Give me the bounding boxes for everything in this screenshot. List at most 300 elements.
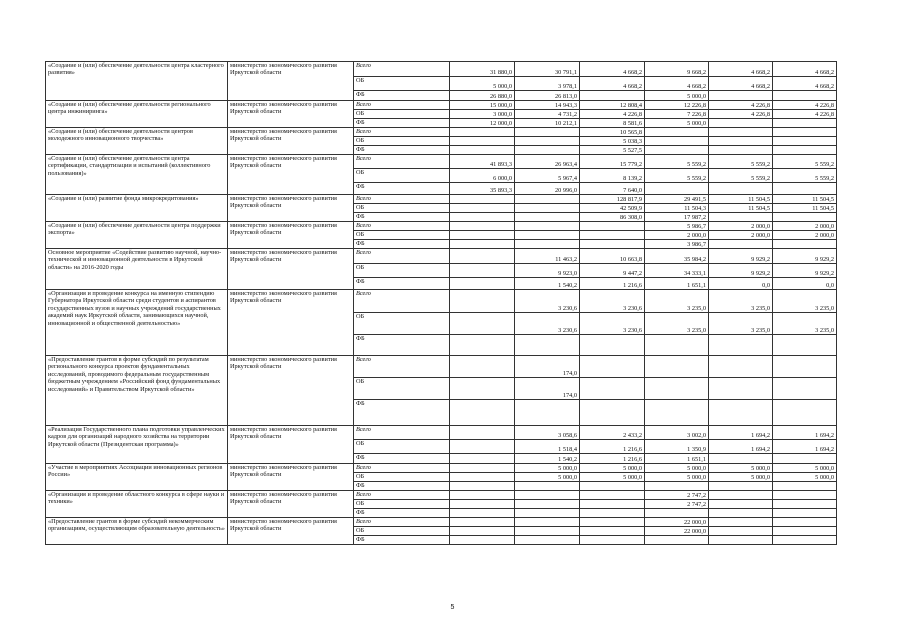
amount-cell: 1 651,1 <box>645 454 709 464</box>
amount-cell: 4 226,8 <box>773 101 837 110</box>
amount-cell: 7 226,8 <box>645 110 709 119</box>
funding-source: ФБ <box>354 240 450 249</box>
table-row <box>46 491 837 500</box>
amount-cell <box>773 119 837 128</box>
amount-cell: 14 943,3 <box>515 101 580 110</box>
amount-cell <box>709 91 773 101</box>
amount-cell: 30 791,1 <box>515 62 580 77</box>
funding-source: ФБ <box>354 509 450 518</box>
amount-cell: 5 000,0 <box>580 464 645 473</box>
amount-cell <box>515 128 580 137</box>
amount-cell: 5 967,4 <box>515 169 580 183</box>
amount-cell <box>709 378 773 400</box>
budget-table <box>45 61 837 545</box>
amount-cell <box>450 454 515 464</box>
responsible-org: министерство экономического развития Иркутской области <box>228 101 354 128</box>
amount-cell <box>450 536 515 545</box>
amount-cell: 5 559,2 <box>709 155 773 169</box>
amount-cell: 9 447,2 <box>580 264 645 278</box>
amount-cell <box>773 91 837 101</box>
amount-cell <box>450 204 515 213</box>
amount-cell <box>709 527 773 536</box>
budget-table-body <box>46 62 837 545</box>
funding-source: ОБ <box>354 378 450 400</box>
amount-cell: 11 504,5 <box>773 204 837 213</box>
amount-cell: 11 463,2 <box>515 249 580 264</box>
amount-cell <box>645 128 709 137</box>
amount-cell <box>515 527 580 536</box>
amount-cell <box>709 454 773 464</box>
amount-cell: 5 038,3 <box>580 137 645 146</box>
funding-source: ОБ <box>354 231 450 240</box>
table-row <box>46 426 837 440</box>
amount-cell <box>645 509 709 518</box>
funding-source: Всего <box>354 290 450 313</box>
amount-cell: 4 668,2 <box>645 77 709 91</box>
amount-cell <box>580 482 645 491</box>
amount-cell <box>450 527 515 536</box>
amount-cell: 5 000,0 <box>515 464 580 473</box>
amount-cell: 35 984,2 <box>645 249 709 264</box>
table-row <box>46 464 837 473</box>
amount-cell: 9 929,2 <box>709 264 773 278</box>
amount-cell <box>450 278 515 290</box>
amount-cell: 3 235,0 <box>709 290 773 313</box>
amount-cell <box>515 137 580 146</box>
responsible-org: министерство экономического развития Иркутской области <box>228 290 354 356</box>
amount-cell: 10 565,8 <box>580 128 645 137</box>
table-row <box>46 222 837 231</box>
amount-cell <box>450 313 515 335</box>
amount-cell: 5 000,0 <box>450 77 515 91</box>
amount-cell <box>709 146 773 155</box>
amount-cell <box>515 204 580 213</box>
responsible-org: министерство экономического развития Иркутской области <box>228 195 354 222</box>
amount-cell <box>709 518 773 527</box>
amount-cell <box>450 137 515 146</box>
amount-cell: 3 986,7 <box>645 240 709 249</box>
amount-cell: 4 668,2 <box>709 77 773 91</box>
amount-cell: 20 996,0 <box>515 183 580 195</box>
funding-source: ФБ <box>354 183 450 195</box>
amount-cell: 4 226,8 <box>709 101 773 110</box>
amount-cell <box>450 231 515 240</box>
amount-cell <box>645 146 709 155</box>
amount-cell <box>515 146 580 155</box>
amount-cell: 5 000,0 <box>645 119 709 128</box>
amount-cell: 35 893,3 <box>450 183 515 195</box>
activity-name: «Создание и (или) обеспечение деятельности центра поддержки экспорта» <box>46 222 228 249</box>
funding-source: Всего <box>354 249 450 264</box>
funding-source: ФБ <box>354 335 450 356</box>
funding-source: ОБ <box>354 440 450 454</box>
amount-cell <box>450 356 515 378</box>
responsible-org: министерство экономического развития Иркутской области <box>228 222 354 249</box>
amount-cell <box>709 536 773 545</box>
amount-cell <box>515 536 580 545</box>
amount-cell <box>773 400 837 426</box>
responsible-org: министерство экономического развития Иркутской области <box>228 128 354 155</box>
funding-source: Всего <box>354 491 450 500</box>
amount-cell: 5 559,2 <box>773 155 837 169</box>
amount-cell: 15 000,0 <box>450 101 515 110</box>
activity-name: Основное мероприятие «Содействие развитию научной, научно-технической и инновационной деятельности в Иркутской области» на 2016-2020 годы <box>46 249 228 290</box>
amount-cell: 3 000,0 <box>450 110 515 119</box>
funding-source: Всего <box>354 195 450 204</box>
table-row <box>46 155 837 169</box>
amount-cell: 1 216,6 <box>580 278 645 290</box>
amount-cell: 5 000,0 <box>645 464 709 473</box>
amount-cell <box>645 137 709 146</box>
amount-cell <box>450 249 515 264</box>
amount-cell: 9 929,2 <box>773 249 837 264</box>
activity-name: «Создание и (или) обеспечение деятельности центра кластерного развития» <box>46 62 228 101</box>
amount-cell: 1 540,2 <box>515 278 580 290</box>
amount-cell <box>450 491 515 500</box>
amount-cell <box>773 213 837 222</box>
amount-cell <box>450 128 515 137</box>
amount-cell: 5 559,2 <box>773 169 837 183</box>
amount-cell <box>773 378 837 400</box>
amount-cell: 9 929,2 <box>709 249 773 264</box>
amount-cell <box>645 482 709 491</box>
amount-cell <box>773 128 837 137</box>
amount-cell <box>450 335 515 356</box>
funding-source: ОБ <box>354 77 450 91</box>
amount-cell: 42 509,9 <box>580 204 645 213</box>
amount-cell <box>450 464 515 473</box>
responsible-org: министерство экономического развития Иркутской области <box>228 356 354 426</box>
funding-source: ОБ <box>354 527 450 536</box>
amount-cell <box>645 356 709 378</box>
amount-cell <box>515 222 580 231</box>
funding-source: Всего <box>354 518 450 527</box>
amount-cell: 5 000,0 <box>709 473 773 482</box>
amount-cell <box>773 482 837 491</box>
amount-cell: 9 668,2 <box>645 62 709 77</box>
amount-cell <box>450 482 515 491</box>
amount-cell: 1 694,2 <box>709 426 773 440</box>
amount-cell <box>645 335 709 356</box>
table-row <box>46 518 837 527</box>
amount-cell <box>450 500 515 509</box>
amount-cell: 3 235,0 <box>645 313 709 335</box>
amount-cell: 8 139,2 <box>580 169 645 183</box>
amount-cell: 174,0 <box>515 356 580 378</box>
amount-cell: 12 000,0 <box>450 119 515 128</box>
funding-source: ФБ <box>354 482 450 491</box>
amount-cell: 1 540,2 <box>515 454 580 464</box>
amount-cell <box>709 400 773 426</box>
amount-cell <box>773 335 837 356</box>
amount-cell <box>450 400 515 426</box>
amount-cell: 3 058,6 <box>515 426 580 440</box>
amount-cell <box>515 491 580 500</box>
amount-cell <box>450 222 515 231</box>
responsible-org: министерство экономического развития Иркутской области <box>228 426 354 464</box>
amount-cell <box>645 378 709 400</box>
amount-cell: 5 000,0 <box>645 91 709 101</box>
amount-cell: 8 581,6 <box>580 119 645 128</box>
amount-cell: 5 559,2 <box>709 169 773 183</box>
responsible-org: министерство экономического развития Иркутской области <box>228 464 354 491</box>
amount-cell <box>645 536 709 545</box>
responsible-org: министерство экономического развития Иркутской области <box>228 249 354 290</box>
amount-cell <box>773 536 837 545</box>
funding-source: ФБ <box>354 454 450 464</box>
funding-source: ФБ <box>354 213 450 222</box>
amount-cell: 26 880,0 <box>450 91 515 101</box>
amount-cell: 3 235,0 <box>709 313 773 335</box>
funding-source: ФБ <box>354 536 450 545</box>
amount-cell <box>709 183 773 195</box>
amount-cell: 9 929,2 <box>773 264 837 278</box>
activity-name: «Предоставление грантов в форме субсидий некоммерческим организациям, осуществляющим образовательную деятельность» <box>46 518 228 545</box>
amount-cell <box>580 518 645 527</box>
amount-cell <box>773 183 837 195</box>
amount-cell: 128 817,9 <box>580 195 645 204</box>
activity-name: «Создание и (или) обеспечение деятельности регионального центра инжиниринга» <box>46 101 228 128</box>
table-row <box>46 249 837 264</box>
funding-source: ОБ <box>354 473 450 482</box>
funding-source: Всего <box>354 62 450 77</box>
amount-cell <box>515 518 580 527</box>
amount-cell <box>450 518 515 527</box>
amount-cell: 4 668,2 <box>580 77 645 91</box>
amount-cell <box>580 240 645 249</box>
amount-cell: 5 000,0 <box>515 473 580 482</box>
amount-cell: 4 668,2 <box>773 62 837 77</box>
amount-cell: 12 226,8 <box>645 101 709 110</box>
amount-cell <box>450 264 515 278</box>
amount-cell <box>709 509 773 518</box>
table-row <box>46 101 837 110</box>
amount-cell: 1 216,6 <box>580 454 645 464</box>
amount-cell: 2 000,0 <box>645 231 709 240</box>
amount-cell: 1 694,2 <box>709 440 773 454</box>
amount-cell <box>515 482 580 491</box>
amount-cell: 10 212,1 <box>515 119 580 128</box>
amount-cell: 7 640,0 <box>580 183 645 195</box>
amount-cell: 9 923,0 <box>515 264 580 278</box>
amount-cell: 3 235,0 <box>773 313 837 335</box>
amount-cell <box>709 119 773 128</box>
amount-cell: 0,0 <box>773 278 837 290</box>
amount-cell: 4 731,2 <box>515 110 580 119</box>
amount-cell: 1 518,4 <box>515 440 580 454</box>
activity-name: «Участие в мероприятиях Ассоциации инновационных регионов России» <box>46 464 228 491</box>
amount-cell <box>450 290 515 313</box>
funding-source: ФБ <box>354 400 450 426</box>
activity-name: «Предоставление грантов в форме субсидий по результатам регионального конкурса проектов фундаментальных исследований, проводимого федеральным государственным бюджетным учреждением «Российский фонд фундаментальных исследований» и Правительством Иркутской области» <box>46 356 228 426</box>
funding-source: Всего <box>354 128 450 137</box>
amount-cell <box>709 356 773 378</box>
amount-cell: 6 000,0 <box>450 169 515 183</box>
amount-cell <box>580 356 645 378</box>
amount-cell <box>773 240 837 249</box>
funding-source: ОБ <box>354 137 450 146</box>
amount-cell: 3 978,1 <box>515 77 580 91</box>
responsible-org: министерство экономического развития Иркутской области <box>228 518 354 545</box>
activity-name: «Организация и проведение конкурса на именную стипендию Губернатора Иркутской области среди студентов и аспирантов государственных вузов и научных учреждений государственных академий наук Иркутской области, занимающихся научной, инновационной и общественной деятельностью» <box>46 290 228 356</box>
amount-cell <box>709 500 773 509</box>
amount-cell: 10 663,8 <box>580 249 645 264</box>
funding-source: ОБ <box>354 500 450 509</box>
amount-cell <box>580 491 645 500</box>
amount-cell: 3 230,6 <box>515 290 580 313</box>
amount-cell: 5 000,0 <box>773 473 837 482</box>
amount-cell <box>580 536 645 545</box>
amount-cell <box>773 527 837 536</box>
amount-cell: 4 668,2 <box>773 77 837 91</box>
responsible-org: министерство экономического развития Иркутской области <box>228 155 354 195</box>
amount-cell: 5 527,5 <box>580 146 645 155</box>
funding-source: Всего <box>354 222 450 231</box>
amount-cell: 3 002,0 <box>645 426 709 440</box>
funding-source: Всего <box>354 101 450 110</box>
amount-cell <box>645 400 709 426</box>
amount-cell <box>773 137 837 146</box>
amount-cell: 3 235,0 <box>645 290 709 313</box>
amount-cell: 0,0 <box>709 278 773 290</box>
responsible-org: министерство экономического развития Иркутской области <box>228 62 354 101</box>
activity-name: «Создание и (или) обеспечение деятельности центра сертификации, стандартизации и испытаний (коллективного пользования)» <box>46 155 228 195</box>
amount-cell <box>709 128 773 137</box>
amount-cell <box>450 240 515 249</box>
amount-cell <box>773 356 837 378</box>
amount-cell: 11 504,5 <box>709 195 773 204</box>
amount-cell: 26 963,4 <box>515 155 580 169</box>
table-row <box>46 128 837 137</box>
amount-cell <box>450 146 515 155</box>
amount-cell <box>515 335 580 356</box>
amount-cell <box>709 335 773 356</box>
amount-cell <box>515 509 580 518</box>
amount-cell: 3 235,0 <box>773 290 837 313</box>
amount-cell: 2 000,0 <box>709 231 773 240</box>
amount-cell: 1 651,1 <box>645 278 709 290</box>
amount-cell <box>515 500 580 509</box>
amount-cell: 29 491,5 <box>645 195 709 204</box>
amount-cell: 2 433,2 <box>580 426 645 440</box>
amount-cell <box>709 213 773 222</box>
amount-cell <box>450 509 515 518</box>
amount-cell <box>773 491 837 500</box>
table-row <box>46 356 837 378</box>
amount-cell: 2 747,2 <box>645 500 709 509</box>
funding-source: ОБ <box>354 264 450 278</box>
amount-cell: 41 893,3 <box>450 155 515 169</box>
amount-cell <box>773 500 837 509</box>
table-row <box>46 290 837 313</box>
amount-cell <box>580 509 645 518</box>
amount-cell: 4 226,8 <box>580 110 645 119</box>
amount-cell <box>709 491 773 500</box>
amount-cell <box>580 91 645 101</box>
amount-cell <box>709 240 773 249</box>
amount-cell <box>580 527 645 536</box>
amount-cell <box>580 400 645 426</box>
amount-cell <box>580 335 645 356</box>
funding-source: ОБ <box>354 313 450 335</box>
amount-cell <box>773 146 837 155</box>
amount-cell: 1 694,2 <box>773 440 837 454</box>
responsible-org: министерство экономического развития Иркутской области <box>228 491 354 518</box>
amount-cell <box>773 518 837 527</box>
funding-source: ОБ <box>354 169 450 183</box>
amount-cell <box>450 213 515 222</box>
amount-cell: 3 230,6 <box>515 313 580 335</box>
amount-cell: 4 668,2 <box>709 62 773 77</box>
amount-cell: 2 747,2 <box>645 491 709 500</box>
amount-cell: 5 000,0 <box>773 464 837 473</box>
amount-cell: 3 230,6 <box>580 290 645 313</box>
amount-cell: 5 000,0 <box>645 473 709 482</box>
amount-cell: 1 216,6 <box>580 440 645 454</box>
funding-source: Всего <box>354 155 450 169</box>
amount-cell: 86 308,0 <box>580 213 645 222</box>
funding-source: ОБ <box>354 204 450 213</box>
amount-cell: 2 000,0 <box>773 231 837 240</box>
amount-cell <box>709 137 773 146</box>
funding-source: ФБ <box>354 146 450 155</box>
amount-cell: 2 000,0 <box>773 222 837 231</box>
amount-cell: 22 000,0 <box>645 527 709 536</box>
amount-cell: 3 230,6 <box>580 313 645 335</box>
amount-cell: 11 504,5 <box>773 195 837 204</box>
funding-source: ФБ <box>354 91 450 101</box>
amount-cell: 11 504,5 <box>709 204 773 213</box>
amount-cell <box>450 473 515 482</box>
amount-cell <box>580 500 645 509</box>
amount-cell <box>580 222 645 231</box>
amount-cell <box>580 231 645 240</box>
activity-name: «Создание и (или) развитие фонда микрокредитования» <box>46 195 228 222</box>
funding-source: Всего <box>354 426 450 440</box>
amount-cell <box>450 426 515 440</box>
amount-cell: 5 986,7 <box>645 222 709 231</box>
amount-cell <box>645 183 709 195</box>
amount-cell: 12 808,4 <box>580 101 645 110</box>
table-row <box>46 195 837 204</box>
activity-name: «Реализация Государственного плана подготовки управленческих кадров для организаций народного хозяйства на территории Иркутской области (Президентская программа)» <box>46 426 228 464</box>
table-row <box>46 62 837 77</box>
amount-cell <box>515 231 580 240</box>
amount-cell <box>515 400 580 426</box>
amount-cell: 17 987,2 <box>645 213 709 222</box>
amount-cell: 11 504,3 <box>645 204 709 213</box>
amount-cell: 1 350,9 <box>645 440 709 454</box>
funding-source: ОБ <box>354 110 450 119</box>
funding-source: ФБ <box>354 119 450 128</box>
amount-cell <box>580 378 645 400</box>
amount-cell <box>773 509 837 518</box>
amount-cell: 174,0 <box>515 378 580 400</box>
amount-cell: 1 694,2 <box>773 426 837 440</box>
amount-cell: 15 779,2 <box>580 155 645 169</box>
amount-cell <box>450 440 515 454</box>
amount-cell: 22 000,0 <box>645 518 709 527</box>
amount-cell: 5 559,2 <box>645 155 709 169</box>
amount-cell <box>773 454 837 464</box>
amount-cell: 26 813,0 <box>515 91 580 101</box>
amount-cell: 5 000,0 <box>580 473 645 482</box>
activity-name: «Создание и (или) обеспечение деятельности центров молодежного инновационного творчества» <box>46 128 228 155</box>
amount-cell: 5 000,0 <box>709 464 773 473</box>
amount-cell <box>450 195 515 204</box>
amount-cell: 5 559,2 <box>645 169 709 183</box>
amount-cell: 4 226,8 <box>773 110 837 119</box>
